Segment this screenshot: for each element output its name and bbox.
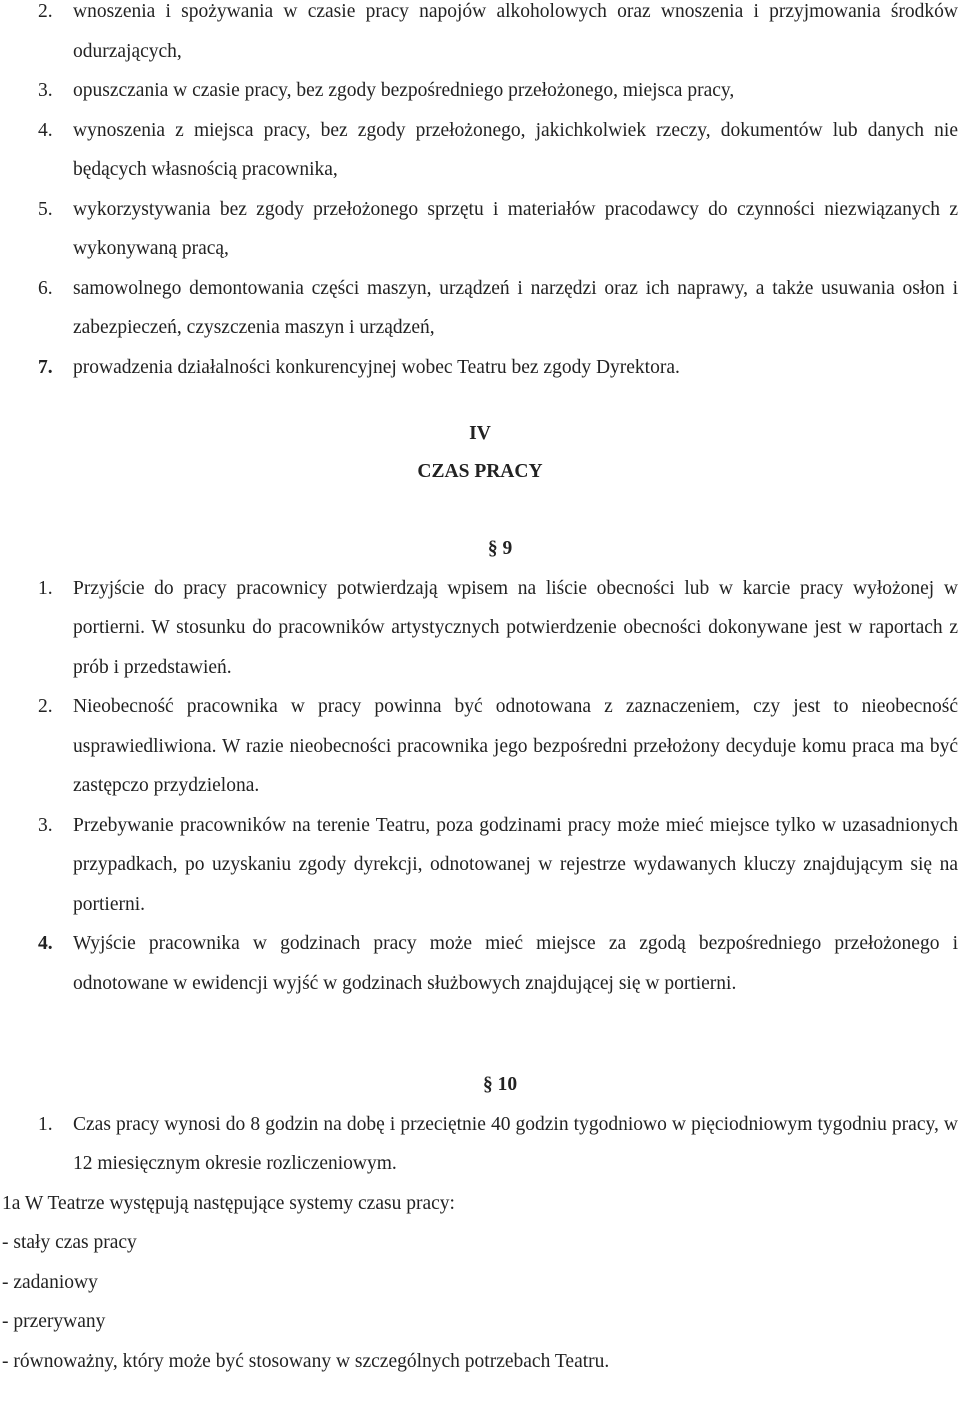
list-item bbox=[0, 348, 960, 388]
item-number: 3. bbox=[38, 80, 53, 101]
systems-intro: 1a W Teatrze występują następujące systemy czasu pracy: bbox=[2, 1192, 455, 1214]
paragraph-9-list bbox=[0, 569, 960, 1004]
paragraph-label: § 10 bbox=[482, 1074, 518, 1095]
item-text: Wyjście pracownika w godzinach pracy może mieć miejsce za zgodą bezpośredniego przełożonego i odnotowane w ewidencji wyjść w godzinach służbowych znajdującej się w portierni. bbox=[73, 933, 958, 994]
item-number: 1. bbox=[38, 577, 53, 599]
chapter-title: CZAS PRACY bbox=[417, 461, 543, 482]
list-item bbox=[0, 924, 960, 1003]
item-number: 7. bbox=[38, 356, 53, 378]
prohibitions-list bbox=[0, 0, 960, 387]
item-text: Przebywanie pracowników na terenie Teatru, poza godzinami pracy może mieć miejsce tylko w uzasadnionych przypadkach, po uzyskaniu zgody dyrekcji, odnotowanej w rejestrze wydawanych kluczy znajdującym się na portierni. bbox=[73, 814, 958, 915]
list-item bbox=[0, 1105, 960, 1184]
item-text: samowolnego demontowania części maszyn, urządzeń i narzędzi oraz ich naprawy, a także usuwania osłon i zabezpieczeń, czyszczenia maszyn i urządzeń, bbox=[73, 277, 958, 338]
item-number: 4. bbox=[38, 119, 53, 141]
list-item bbox=[0, 806, 960, 925]
item-number: 3. bbox=[38, 814, 53, 836]
item-number: 2. bbox=[38, 696, 53, 717]
list-item bbox=[0, 687, 960, 806]
item-number: 6. bbox=[38, 277, 53, 299]
item-text: wykorzystywania bez zgody przełożonego sprzętu i materiałów pracodawcy do czynności niezwiązanych z wykonywaną pracą, bbox=[73, 198, 958, 259]
item-text: wnoszenia i spożywania w czasie pracy napojów alkoholowych oraz wnoszenia i przyjmowania środków odurzających, bbox=[73, 1, 958, 62]
item-text: prowadzenia działalności konkurencyjnej wobec Teatru bez zgody Dyrektora. bbox=[73, 356, 680, 378]
list-item bbox=[0, 0, 960, 71]
chapter-number: IV bbox=[469, 423, 491, 444]
system-item: - stały czas pracy bbox=[2, 1232, 137, 1253]
paragraph-10-list bbox=[0, 1105, 960, 1184]
paragraph-label: § 9 bbox=[487, 538, 513, 559]
item-text: wynoszenia z miejsca pracy, bez zgody przełożonego, jakichkolwiek rzeczy, dokumentów lub danych nie będących własnością pracownika, bbox=[73, 119, 958, 180]
item-number: 4. bbox=[38, 933, 53, 954]
item-number: 1. bbox=[38, 1113, 53, 1135]
item-text: Nieobecność pracownika w pracy powinna być odnotowana z zaznaczeniem, czy jest to nieobecność usprawiedliwiona. W razie nieobecności pracownika jego bezpośredni przełożony decyduje komu praca ma być zastępczo przydzielona. bbox=[73, 696, 958, 796]
system-item: - równoważny, który może być stosowany w szczególnych potrzebach Teatru. bbox=[2, 1350, 610, 1372]
work-time-systems bbox=[0, 1184, 960, 1382]
item-number: 2. bbox=[38, 1, 53, 22]
list-item bbox=[0, 111, 960, 190]
system-item: - zadaniowy bbox=[2, 1271, 98, 1293]
item-text: Czas pracy wynosi do 8 godzin na dobę i przeciętnie 40 godzin tygodniowo w pięciodniowym tygodniu pracy, w 12 miesięcznym okresie rozliczeniowym. bbox=[73, 1113, 958, 1174]
item-text: opuszczania w czasie pracy, bez zgody bezpośredniego przełożonego, miejsca pracy, bbox=[73, 80, 735, 101]
list-item bbox=[0, 190, 960, 269]
list-item bbox=[0, 71, 960, 111]
list-item bbox=[0, 269, 960, 348]
system-item: - przerywany bbox=[2, 1311, 106, 1332]
item-text: Przyjście do pracy pracownicy potwierdzają wpisem na liście obecności lub w karcie pracy wyłożonej w portierni. W stosunku do pracowników artystycznych potwierdzenie obecności dokonywane jest w raportach z prób i przedstawień. bbox=[73, 577, 958, 678]
list-item bbox=[0, 569, 960, 688]
item-number: 5. bbox=[38, 198, 53, 220]
